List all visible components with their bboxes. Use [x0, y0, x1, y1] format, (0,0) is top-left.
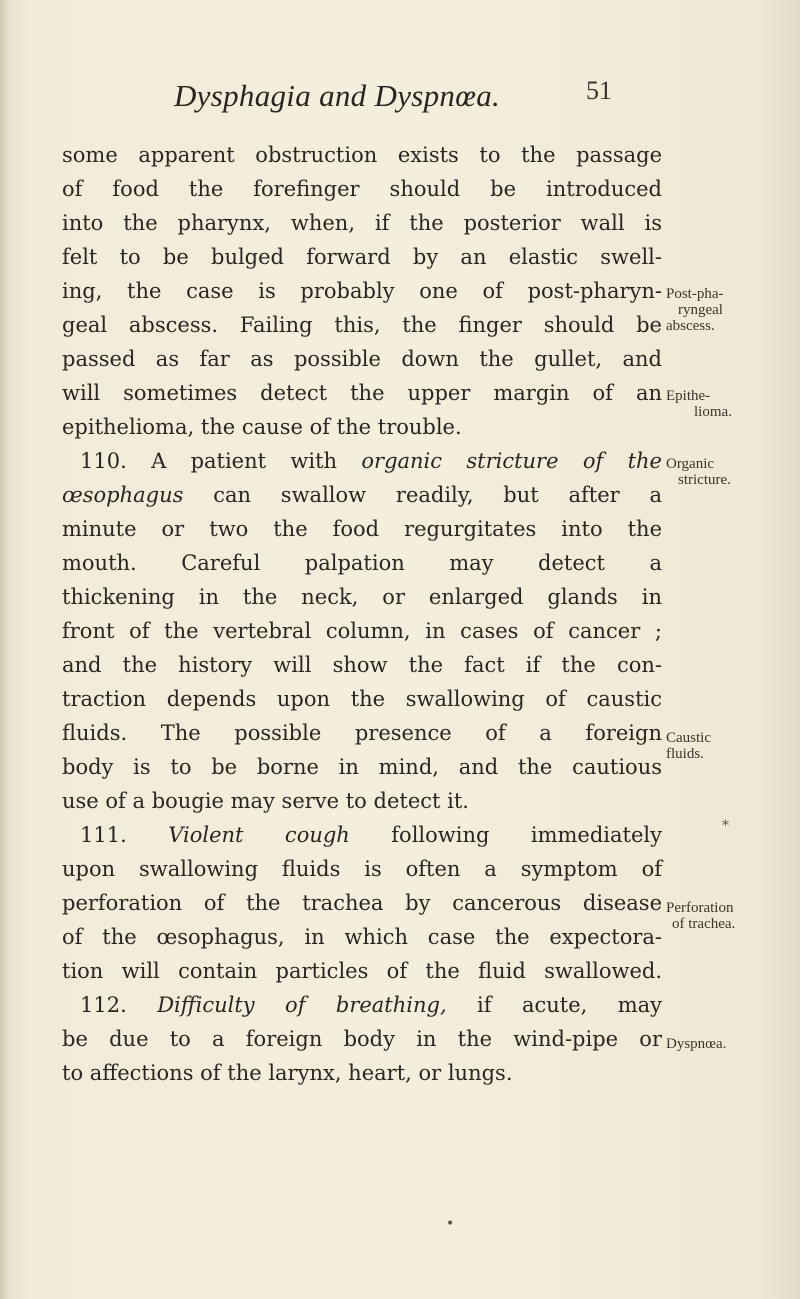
text-line	[62, 478, 662, 512]
stray-mark: •	[446, 1216, 455, 1232]
paragraph-112-line	[62, 988, 662, 1022]
margin-note-post-pharyngeal	[666, 286, 724, 334]
emphasis-organic-stricture: organic stricture of the	[361, 449, 662, 473]
stray-mark: *	[722, 818, 729, 834]
page-number: 51	[586, 76, 612, 105]
text-line: mouth. Careful palpation may detect a	[62, 551, 662, 575]
note-line: Organic	[666, 456, 715, 472]
note-line: fluids.	[666, 746, 704, 762]
note-line: lioma.	[694, 404, 732, 420]
margin-note-dyspnoea	[666, 1036, 726, 1052]
note-line: stricture.	[678, 472, 731, 488]
body-text	[62, 138, 662, 1090]
text-line: felt to be bulged forward by an elastic swell-	[62, 245, 662, 269]
emphasis-difficulty-of-breathing: Difficulty of breathing,	[157, 993, 447, 1017]
text-line: use of a bougie may serve to detect it.	[62, 789, 469, 813]
note-line: Dyspnœa.	[666, 1036, 727, 1052]
text-line: will sometimes detect the upper margin of an	[62, 381, 662, 405]
emphasis-violent-cough: Violent cough	[168, 823, 350, 847]
margin-note-caustic-fluids	[666, 730, 711, 762]
text-line: tion will contain particles of the fluid swallowed.	[62, 959, 662, 983]
text-line: into the pharynx, when, if the posterior wall is	[62, 211, 662, 235]
note-line: Post-pha-	[666, 286, 724, 302]
text-fragment: if acute, may	[477, 993, 662, 1017]
text-line: passed as far as possible down the gullet, and	[62, 347, 662, 371]
note-line: ryngeal	[678, 302, 723, 318]
note-line: Caustic	[666, 730, 711, 746]
note-line: Perforation	[666, 900, 734, 916]
text-line: perforation of the trachea by cancerous disease	[62, 891, 662, 915]
text-line: some apparent obstruction exists to the passage	[62, 143, 662, 167]
note-line: abscess.	[666, 318, 715, 334]
note-line: of trachea.	[672, 916, 736, 932]
text-line: minute or two the food regurgitates into the	[62, 517, 662, 541]
text-line: ing, the case is probably one of post-pharyn-	[62, 279, 662, 303]
paragraph-110-line	[62, 444, 662, 478]
note-line: Epithe-	[666, 388, 711, 404]
text-line: traction depends upon the swallowing of caustic	[62, 687, 662, 711]
text-line: to affections of the larynx, heart, or lungs.	[62, 1061, 513, 1085]
text-line: of food the forefinger should be introduced	[62, 177, 662, 201]
text-line: front of the vertebral column, in cases of cancer ;	[62, 619, 662, 643]
text-line: and the history will show the fact if the con-	[62, 653, 662, 677]
margin-note-organic-stricture	[666, 456, 731, 488]
text-line: body is to be borne in mind, and the cautious	[62, 755, 662, 779]
paragraph-112-number: 112.	[80, 993, 127, 1017]
text-line: of the œsophagus, in which case the expectora-	[62, 925, 662, 949]
paragraph-110-start: 110. A patient with	[80, 449, 338, 473]
page-left-edge	[0, 0, 10, 1299]
margin-note-epithelioma	[666, 388, 732, 420]
text-fragment: following immediately	[391, 823, 662, 847]
paragraph-111-number: 111.	[80, 823, 127, 847]
text-line: fluids. The possible presence of a foreign	[62, 721, 662, 745]
margin-note-perforation	[666, 900, 735, 932]
text-line: thickening in the neck, or enlarged glands in	[62, 585, 662, 609]
running-title: Dysphagia and Dyspnœa.	[174, 78, 501, 113]
text-line: epithelioma, the cause of the trouble.	[62, 415, 462, 439]
text-line: upon swallowing fluids is often a symptom of	[62, 857, 662, 881]
text-line: be due to a foreign body in the wind-pipe or	[62, 1027, 662, 1051]
emphasis-oesophagus: œsophagus	[62, 483, 184, 507]
text-fragment: can swallow readily, but after a	[213, 483, 662, 507]
paragraph-111-line	[62, 818, 662, 852]
text-line: geal abscess. Failing this, the finger should be	[62, 313, 662, 337]
page-header	[160, 78, 720, 118]
